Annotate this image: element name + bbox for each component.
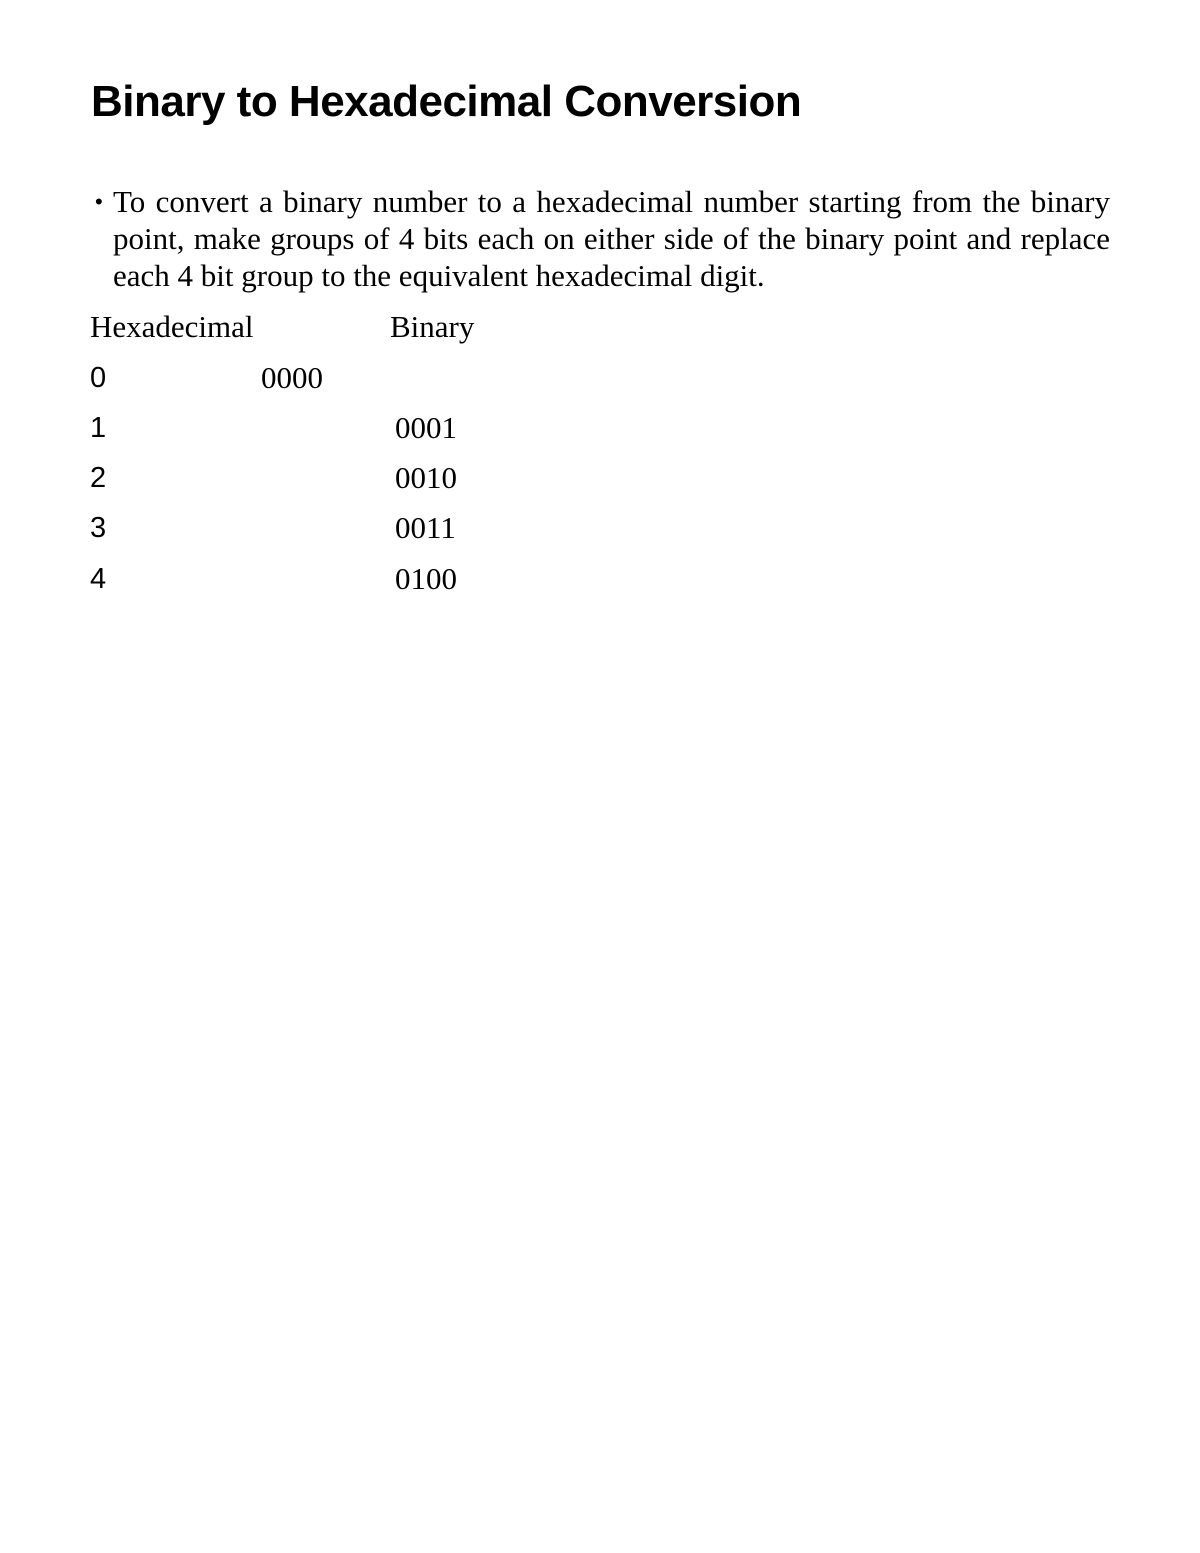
hex-value: 1: [90, 412, 107, 444]
hex-value: 3: [90, 512, 107, 544]
column-header-binary: Binary: [390, 309, 475, 344]
bullet-text: To convert a binary number to a hexadecimal number starting from the binary point, make groups of 4 bits each on either side of the binary point and replace each 4 bit group to the equivalent hexadecimal digit.: [113, 184, 1110, 293]
hex-value: 0: [90, 362, 107, 394]
bullet-paragraph: [95, 183, 1110, 294]
binary-value: 0010: [395, 460, 457, 495]
hex-value: 4: [90, 563, 107, 595]
bullet-marker: •: [95, 189, 103, 214]
binary-value: 0100: [395, 561, 457, 596]
column-header-hexadecimal: Hexadecimal: [90, 309, 254, 344]
binary-value: 0000: [261, 360, 323, 395]
binary-value: 0001: [395, 410, 457, 445]
binary-value: 0011: [395, 510, 456, 545]
hex-value: 2: [90, 462, 107, 494]
page-title: Binary to Hexadecimal Conversion: [91, 77, 802, 126]
